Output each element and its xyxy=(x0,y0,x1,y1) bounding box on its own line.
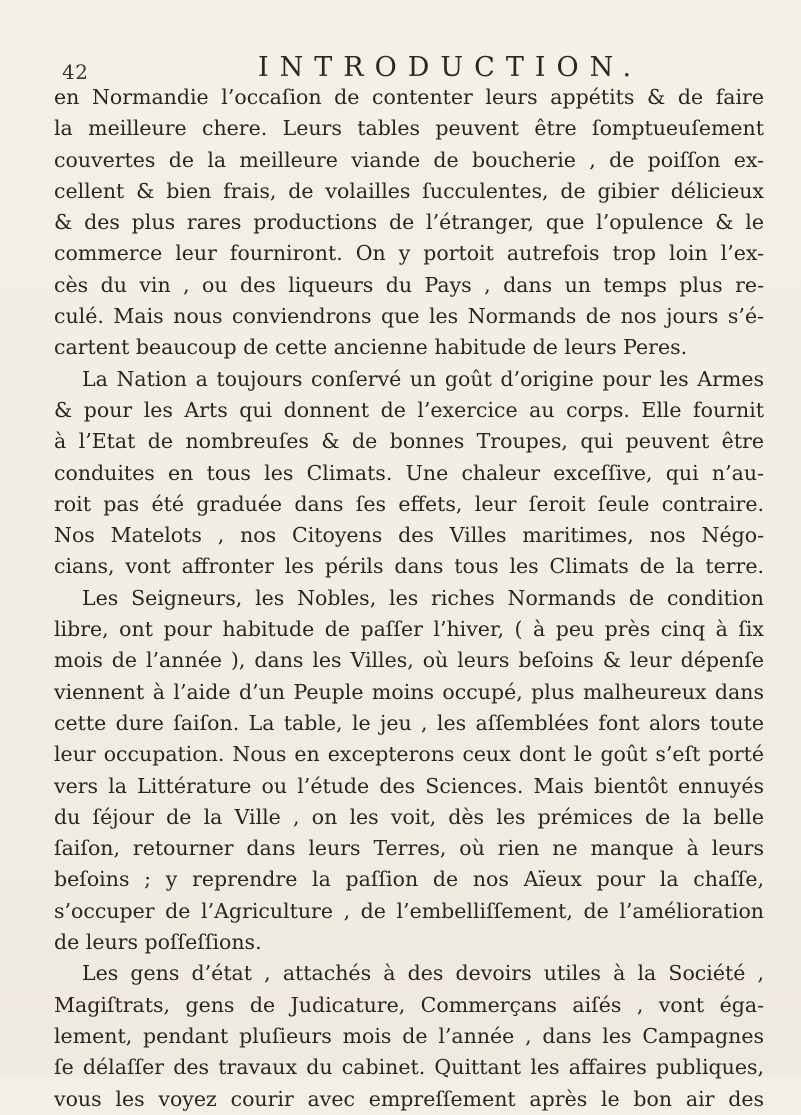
text-line: couvertes de la meilleure viande de boucherie , de poiſſon ex- xyxy=(54,147,764,172)
text-line: & des plus rares productions de l’étranger, que l’opulence & le xyxy=(54,210,764,235)
text-line: de leurs poſſeſſions. xyxy=(54,930,262,955)
text-line: libre, ont pour habitude de paſſer l’hiver, ( à peu près cinq à ſix xyxy=(54,617,764,642)
paragraph-start-line: La Nation a toujours conſervé un goût d’origine pour les Armes xyxy=(82,366,764,391)
text-line: Magiſtrats, gens de Judicature, Commerçans aiſés , vont éga- xyxy=(54,992,764,1017)
text-line: cette dure ſaiſon. La table, le jeu , les aſſemblées font alors toute xyxy=(54,710,764,735)
text-line: à l’Etat de nombreuſes & de bonnes Troupes, qui peuvent être xyxy=(54,429,764,454)
text-line: vers la Littérature ou l’étude des Sciences. Mais bientôt ennuyés xyxy=(54,773,764,798)
text-line: s’occuper de l’Agriculture , de l’embelliſſement, de l’amélioration xyxy=(54,898,764,923)
text-line: Nos Matelots , nos Citoyens des Villes maritimes, nos Négo- xyxy=(54,523,764,548)
text-line: conduites en tous les Climats. Une chaleur exceſſive, qui n’au- xyxy=(54,460,764,485)
paragraph-start-line: Les Seigneurs, les Nobles, les riches Normands de condition xyxy=(82,585,764,610)
text-line: la meilleure chere. Leurs tables peuvent être ſomptueuſement xyxy=(54,116,764,141)
text-line: lement, pendant pluſieurs mois de l’année , dans les Campagnes xyxy=(54,1023,764,1048)
text-line: ſe délaſſer des travaux du cabinet. Quittant les affaires publiques, xyxy=(54,1055,764,1080)
text-line: & pour les Arts qui donnent de l’exercice au corps. Elle fournit xyxy=(54,397,764,422)
text-line: vous les voyez courir avec empreſſement après le bon air des xyxy=(54,1086,764,1111)
text-line: beſoins ; y reprendre la paſſion de nos Aïeux pour la chaſſe, xyxy=(54,867,764,892)
text-line: leur occupation. Nous en excepterons ceux dont le goût s’eſt porté xyxy=(54,742,764,767)
text-line: viennent à l’aide d’un Peuple moins occupé, plus malheureux dans xyxy=(54,679,764,704)
paragraph-start-line: Les gens d’état , attachés à des devoirs utiles à la Société , xyxy=(82,961,764,986)
text-line: du ſéjour de la Ville , on les voit, dès les prémices de la belle xyxy=(54,804,764,829)
text-line: ſaiſon, retourner dans leurs Terres, où rien ne manque à leurs xyxy=(54,836,764,861)
text-line: commerce leur fourniront. On y portoit autrefois trop loin l’ex- xyxy=(54,241,764,266)
text-line: cès du vin , ou des liqueurs du Pays , dans un temps plus re- xyxy=(54,272,764,297)
text-line: cians, vont affronter les périls dans tous les Climats de la terre. xyxy=(54,554,764,579)
text-line: roit pas été graduée dans ſes effets, leur ſeroit ſeule contraire. xyxy=(54,491,764,516)
text-line: cellent & bien frais, de volailles ſucculentes, de gibier délicieux xyxy=(54,178,764,203)
text-line: en Normandie l’occaſion de contenter leurs appétits & de faire xyxy=(54,85,764,109)
text-line: cartent beaucoup de cette ancienne habitude de leurs Peres. xyxy=(54,335,688,360)
page-number: 42 xyxy=(62,60,89,84)
text-line: culé. Mais nous conviendrons que les Normands de nos jours s’é- xyxy=(54,304,764,329)
running-head: INTRODUCTION. xyxy=(258,52,643,83)
text-line: mois de l’année ), dans les Villes, où leurs beſoins & leur dépenſe xyxy=(54,648,764,673)
body-text xyxy=(54,82,764,1115)
